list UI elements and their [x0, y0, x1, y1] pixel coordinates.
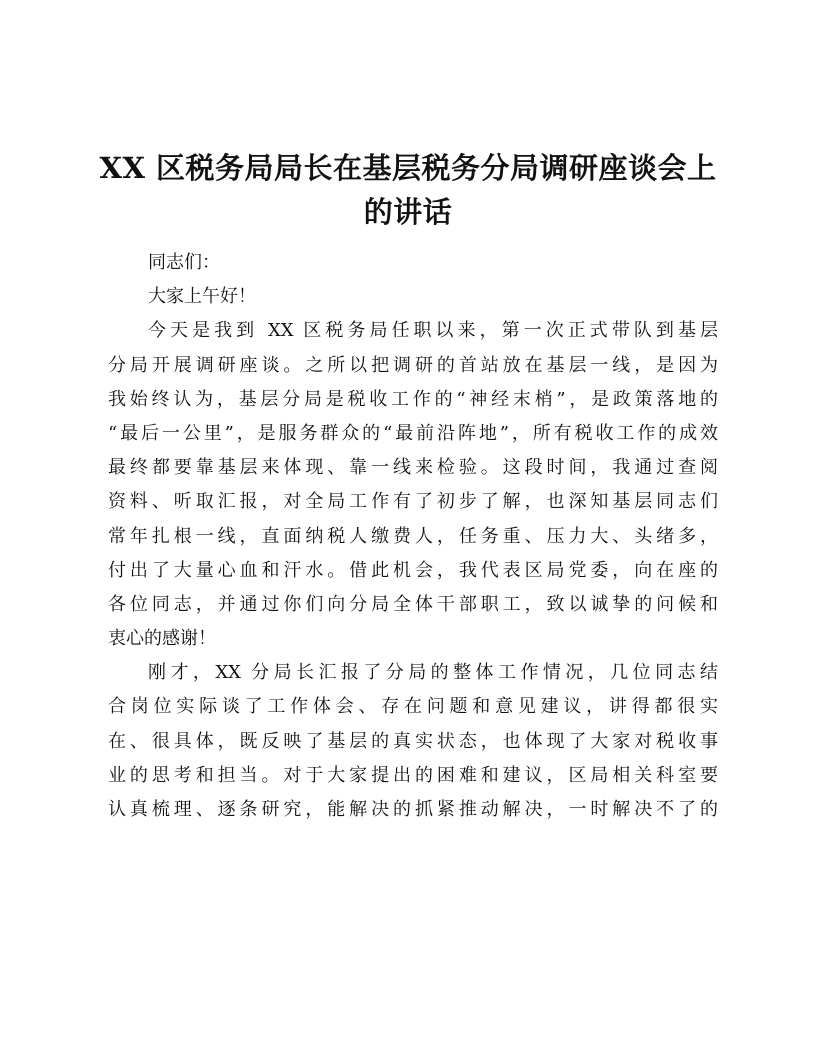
paragraph-line: 认真梳理、逐条研究，能解决的抓紧推动解决，一时解决不了的 [108, 799, 718, 820]
paragraph-line: 在、很具体，既反映了基层的真实状态，也体现了大家对税收事 [108, 730, 718, 752]
paragraph-line: 各位同志，并通过你们向分局全体干部职工，致以诚挚的问候和 [108, 593, 718, 615]
paragraph-line: 分局开展调研座谈。之所以把调研的首站放在基层一线，是因为 [108, 354, 718, 376]
document-title [96, 146, 720, 234]
paragraph-line: 衷心的感谢！ [108, 628, 216, 650]
paragraph-line: 业的思考和担当。对于大家提出的困难和建议，区局相关科室要 [108, 764, 718, 786]
paragraph-line: 最终都要靠基层来体现、靠一线来检验。这段时间，我通过查阅 [108, 457, 718, 479]
document-body [108, 246, 718, 827]
paragraph-line: 今天是我到 XX 区税务局任职以来，第一次正式带队到基层 [148, 320, 718, 342]
paragraph-line: 我始终认为，基层分局是税收工作的“神经末梢”，是政策落地的 [108, 388, 718, 410]
salutation: 同志们： [148, 252, 220, 273]
greeting: 大家上午好！ [148, 286, 256, 308]
title-line: 的讲话 [363, 195, 453, 229]
paragraph-line: 常年扎根一线，直面纳税人缴费人，任务重、压力大、头绪多， [108, 525, 718, 547]
paragraph-line: 付出了大量心血和汗水。借此机会，我代表区局党委，向在座的 [108, 559, 718, 581]
title-line: XX 区税务局局长在基层税务分局调研座谈会上 [99, 151, 717, 185]
paragraph-line: 资料、听取汇报，对全局工作有了初步了解，也深知基层同志们 [108, 491, 718, 513]
paragraph-line: “最后一公里”，是服务群众的“最前沿阵地”，所有税收工作的成效 [108, 422, 718, 444]
paragraph-line: 合岗位实际谈了工作体会、存在问题和意见建议，讲得都很实 [108, 696, 718, 718]
paragraph-line: 刚才，XX 分局长汇报了分局的整体工作情况，几位同志结 [148, 662, 718, 684]
